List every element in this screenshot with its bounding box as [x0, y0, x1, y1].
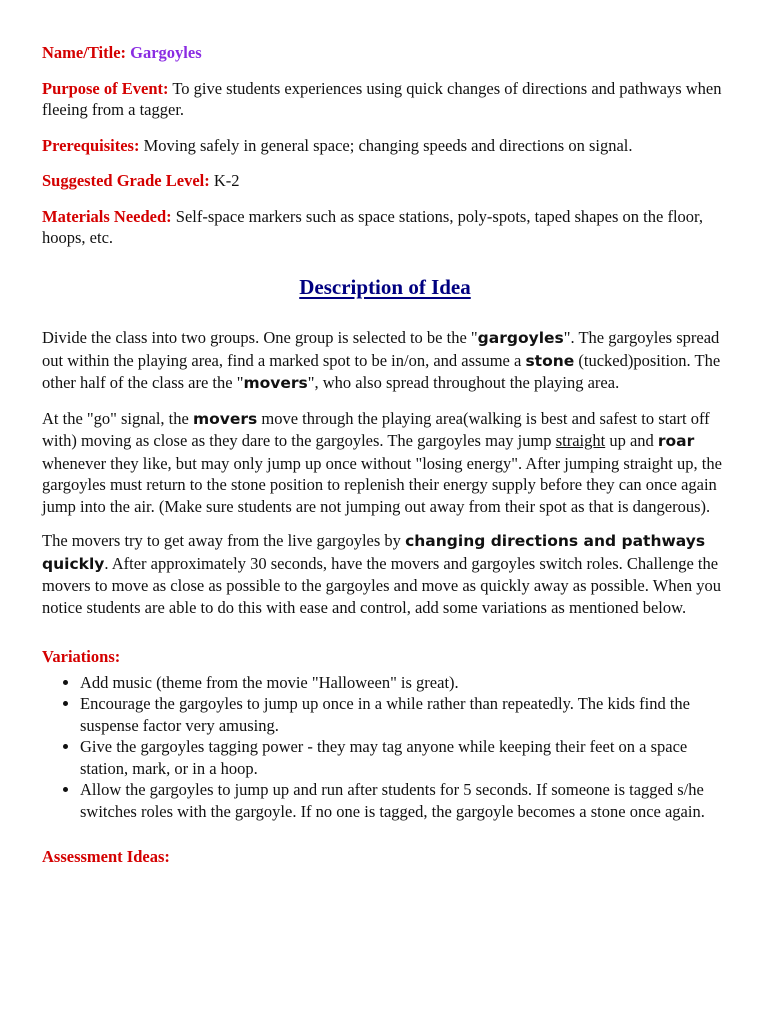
description-paragraph-1	[42, 327, 728, 395]
grade-level-value: K-2	[213, 171, 240, 190]
description-heading-wrap	[42, 274, 728, 300]
p2-text-3: up and	[605, 431, 658, 450]
description-paragraph-2	[42, 408, 728, 518]
name-title-label: Name/Title:	[42, 43, 127, 62]
description-paragraph-3	[42, 530, 728, 618]
list-item: • Add music (theme from the movie "Halloween" is great).	[80, 672, 728, 694]
list-item: • Give the gargoyles tagging power - they may tag anyone while keeping their feet on a space station, mark, or in a hoop.	[80, 736, 728, 779]
p1-text-1: Divide the class into two groups. One group is selected to be the "	[42, 328, 478, 347]
variations-title: Variations:	[42, 647, 121, 666]
p3-text-2: . After approximately 30 seconds, have the movers and gargoyles switch roles. Challenge the movers to move as close as possible to the gargoyles and move as quickly away as possible. When you notice students are able to do this with ease and control, add some variations as mentioned below.	[42, 553, 721, 617]
purpose-field	[42, 78, 728, 121]
p1-text-4: ", who also spread throughout the playing area.	[307, 373, 620, 392]
purpose-label: Purpose of Event:	[42, 78, 169, 98]
name-title-field	[42, 42, 728, 64]
list-item: • Allow the gargoyles to jump up and run after students for 5 seconds. If someone is tagged s/he switches roles with the gargoyle. If no one is tagged, the gargoyle becomes a stone once again.	[80, 779, 728, 822]
variations-list	[42, 672, 728, 823]
name-title-value: Gargoyles	[130, 43, 202, 62]
materials-value: Self-space markers such as space stations, poly-spots, taped shapes on the floor, hoops, etc.	[42, 206, 703, 247]
p2-bold-movers: movers	[192, 409, 258, 428]
materials-field	[42, 206, 728, 249]
prerequisites-field	[42, 135, 728, 157]
p2-text-2: move through the playing area(walking is best and safest to start off with) moving as close as they dare to the gargoyles. The gargoyles may jump	[42, 408, 710, 450]
grade-level-field	[42, 170, 728, 192]
p1-text-3: (tucked)position. The other half of the class are the "	[42, 350, 721, 392]
p2-text-1: At the "go" signal, the	[42, 408, 193, 428]
p1-bold-gargoyles: gargoyles	[477, 329, 564, 347]
p2-bold-roar: roar	[657, 432, 695, 450]
prerequisites-value: Moving safely in general space; changing speeds and directions on signal.	[143, 135, 633, 155]
purpose-value: To give students experiences using quick changes of directions and pathways when fleeing from a tagger.	[42, 78, 722, 119]
p2-underline-straight: straight	[555, 431, 606, 450]
p3-bold-changing-directions: changing directions and pathways quickly	[42, 532, 706, 573]
p1-bold-stone: stone	[525, 351, 575, 370]
prerequisites-label: Prerequisites:	[42, 135, 140, 155]
grade-level-label: Suggested Grade Level:	[42, 171, 210, 190]
assessment-title: Assessment Ideas:	[42, 847, 170, 866]
p3-text-1: The movers try to get away from the live gargoyles by	[42, 531, 406, 550]
p1-text-2: ". The gargoyles spread out within the playing area, find a marked spot to be in/on, and assume a	[42, 328, 720, 370]
p2-text-4: whenever they like, but may only jump up once without "losing energy". After jumping straight up, the gargoyles must return to the stone position to replenish their energy supply before they can once again jump into the air. (Make sure students are not jumping out away from their spot as that is dangerous).	[42, 453, 722, 516]
description-heading: Description of Idea	[299, 274, 471, 299]
list-item: • Encourage the gargoyles to jump up once in a while rather than repeatedly. The kids find the suspense factor very amusing.	[80, 693, 728, 736]
p1-bold-movers: movers	[243, 374, 308, 392]
materials-label: Materials Needed:	[42, 206, 172, 226]
